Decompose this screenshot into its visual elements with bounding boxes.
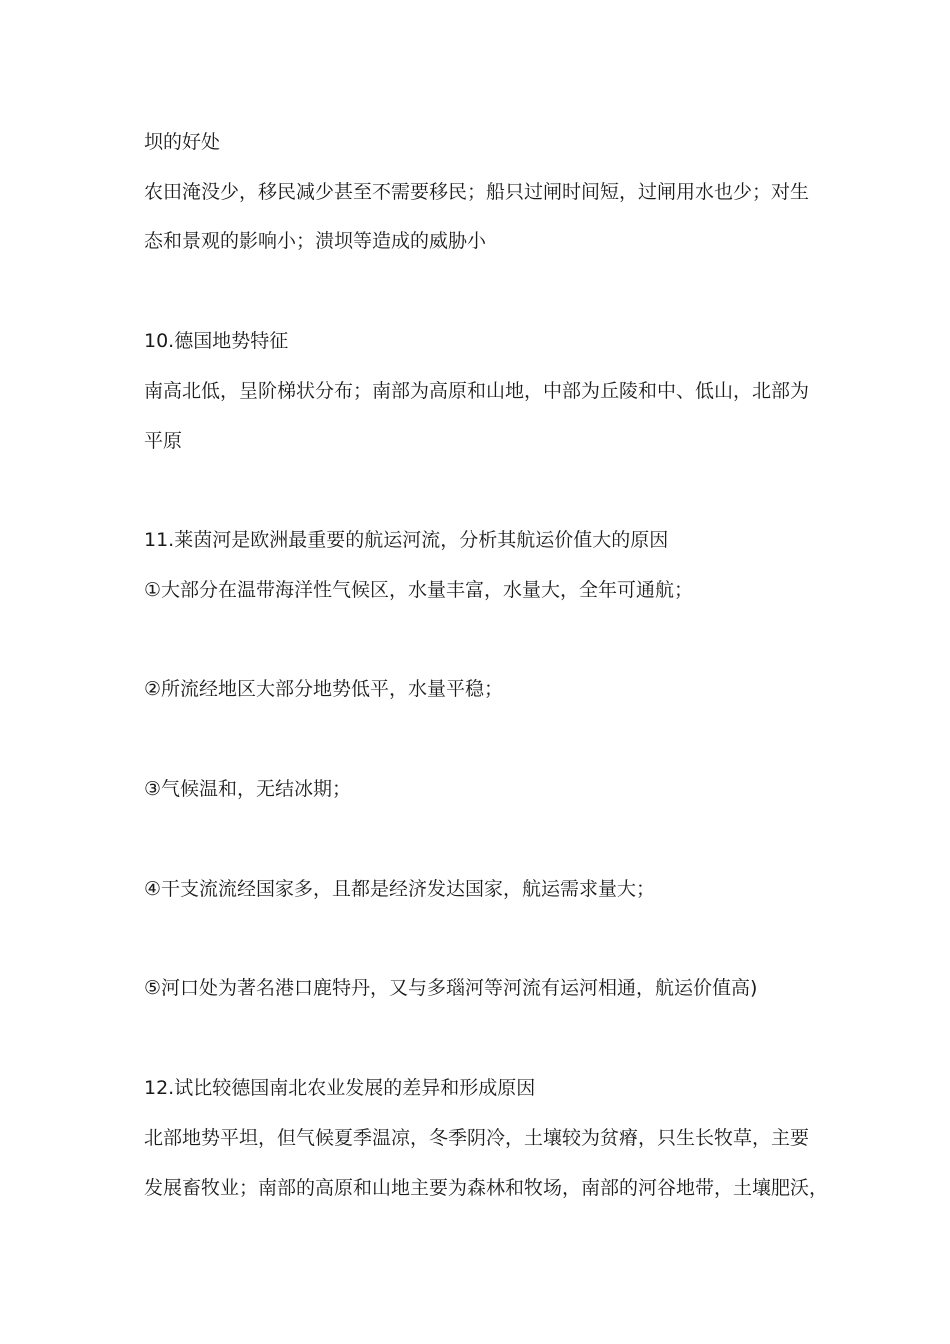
section-heading-agriculture-comparison: 12.试比较德国南北农业发展的差异和形成原因 — [144, 1077, 536, 1099]
section-heading-dam-benefits: 坝的好处 — [144, 131, 221, 153]
list-item: ⑤河口处为著名港口鹿特丹，又与多瑙河等河流有运河相通，航运价值高) — [144, 977, 758, 999]
section-heading-rhine-shipping: 11.莱茵河是欧洲最重要的航运河流，分析其航运价值大的原因 — [144, 529, 669, 551]
list-item: ③气候温和，无结冰期； — [144, 778, 352, 800]
paragraph-line: 南高北低，呈阶梯状分布；南部为高原和山地，中部为丘陵和中、低山，北部为 — [144, 380, 810, 402]
list-item: ④干支流流经国家多，且都是经济发达国家，航运需求量大； — [144, 878, 656, 900]
paragraph-line: 发展畜牧业；南部的高原和山地主要为森林和牧场，南部的河谷地带，土壤肥沃， — [144, 1177, 829, 1199]
list-item: ②所流经地区大部分地势低平，水量平稳； — [144, 678, 504, 700]
paragraph-line: 平原 — [144, 430, 183, 452]
paragraph-line: 北部地势平坦，但气候夏季温凉，冬季阴冷，土壤较为贫瘠，只生长牧草，主要 — [144, 1127, 810, 1149]
list-item: ①大部分在温带海洋性气候区，水量丰富，水量大，全年可通航； — [144, 579, 694, 601]
paragraph-line: 态和景观的影响小；溃坝等造成的威胁小 — [144, 230, 487, 252]
paragraph-line: 农田淹没少，移民减少甚至不需要移民；船只过闸时间短，过闸用水也少；对生 — [144, 181, 810, 203]
section-heading-germany-terrain: 10.德国地势特征 — [144, 330, 289, 352]
